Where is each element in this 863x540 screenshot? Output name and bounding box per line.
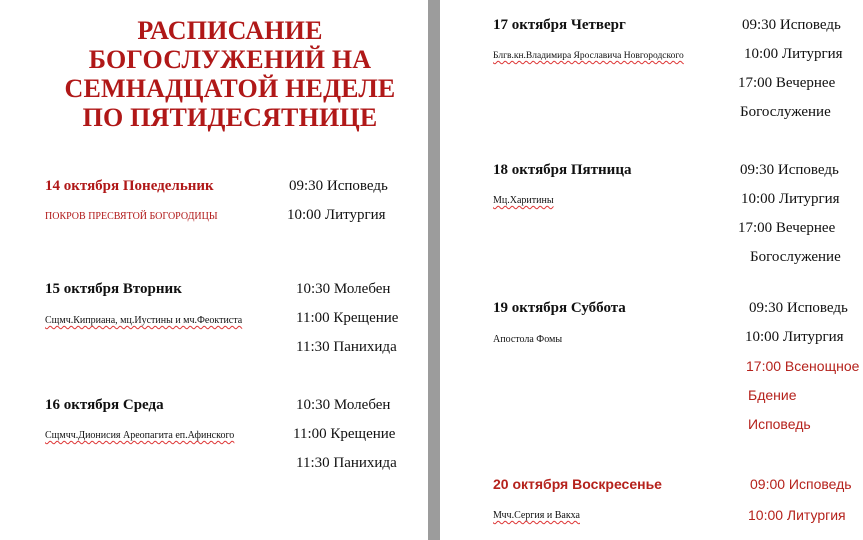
page-divider bbox=[428, 0, 440, 540]
service-line: 10:00 Литургия bbox=[744, 46, 843, 62]
day-date-sun: 20 октября Воскресенье bbox=[493, 476, 662, 492]
service-line: 10:00 Литургия bbox=[741, 191, 840, 207]
title-line: СЕМНАДЦАТОЙ НЕДЕЛЕ bbox=[64, 74, 396, 103]
service-line: 10:00 Литургия bbox=[748, 507, 846, 523]
service-line: Богослужение bbox=[740, 104, 831, 120]
service-line: 10:30 Молебен bbox=[296, 281, 391, 297]
day-date-sat: 19 октября Суббота bbox=[493, 300, 626, 316]
day-date-wed: 16 октября Среда bbox=[45, 397, 164, 413]
service-line: 10:00 Литургия bbox=[287, 207, 386, 223]
service-line: 09:30 Исповедь bbox=[742, 17, 841, 33]
service-line: 11:00 Крещение bbox=[293, 426, 396, 442]
service-line: 17:00 Вечернее bbox=[738, 75, 836, 91]
service-line: 09:30 Исповедь bbox=[740, 162, 839, 178]
service-line: 11:30 Панихида bbox=[296, 339, 397, 355]
service-line: 09:00 Исповедь bbox=[750, 476, 852, 492]
service-line: Богослужение bbox=[750, 249, 841, 265]
title-line: БОГОСЛУЖЕНИЙ НА bbox=[88, 45, 372, 74]
service-line: 09:30 Исповедь bbox=[289, 178, 388, 194]
page-title bbox=[30, 16, 430, 132]
service-line: 17:00 Всенощное bbox=[746, 358, 860, 374]
day-date-fri: 18 октября Пятница bbox=[493, 162, 632, 178]
day-saint-sat: Апостола Фомы bbox=[493, 334, 563, 345]
service-line: 11:00 Крещение bbox=[296, 310, 399, 326]
service-line: 10:00 Литургия bbox=[745, 329, 844, 345]
day-date-tue: 15 октября Вторник bbox=[45, 281, 182, 297]
day-saint-sun: Мчч.Сергия и Вакха bbox=[493, 510, 580, 521]
day-saint-fri: Мц.Харитины bbox=[493, 195, 554, 206]
title-line: РАСПИСАНИЕ bbox=[137, 16, 323, 45]
service-line: Бдение bbox=[748, 387, 797, 403]
left-page bbox=[0, 0, 428, 540]
day-saint-wed: Сщмчч.Дионисия Ареопагита еп.Афинского bbox=[45, 430, 235, 441]
service-line: 10:30 Молебен bbox=[296, 397, 391, 413]
service-line: 17:00 Вечернее bbox=[738, 220, 836, 236]
title-line: ПО ПЯТИДЕСЯТНИЦЕ bbox=[82, 103, 378, 132]
day-date-thu: 17 октября Четверг bbox=[493, 17, 626, 33]
right-page bbox=[440, 0, 863, 540]
service-line: Исповедь bbox=[748, 416, 811, 432]
day-saint-mon: ПОКРОВ ПРЕСВЯТОЙ БОГОРОДИЦЫ bbox=[45, 211, 218, 222]
service-line: 11:30 Панихида bbox=[296, 455, 397, 471]
service-line: 09:30 Исповедь bbox=[749, 300, 848, 316]
day-date-mon: 14 октября Понедельник bbox=[45, 178, 214, 194]
day-saint-thu: Блгв.кн.Владимира Ярославича Новгородского bbox=[493, 51, 684, 61]
day-saint-tue: Сщмч.Киприана, мц.Иустины и мч.Феоктиста bbox=[45, 315, 243, 326]
